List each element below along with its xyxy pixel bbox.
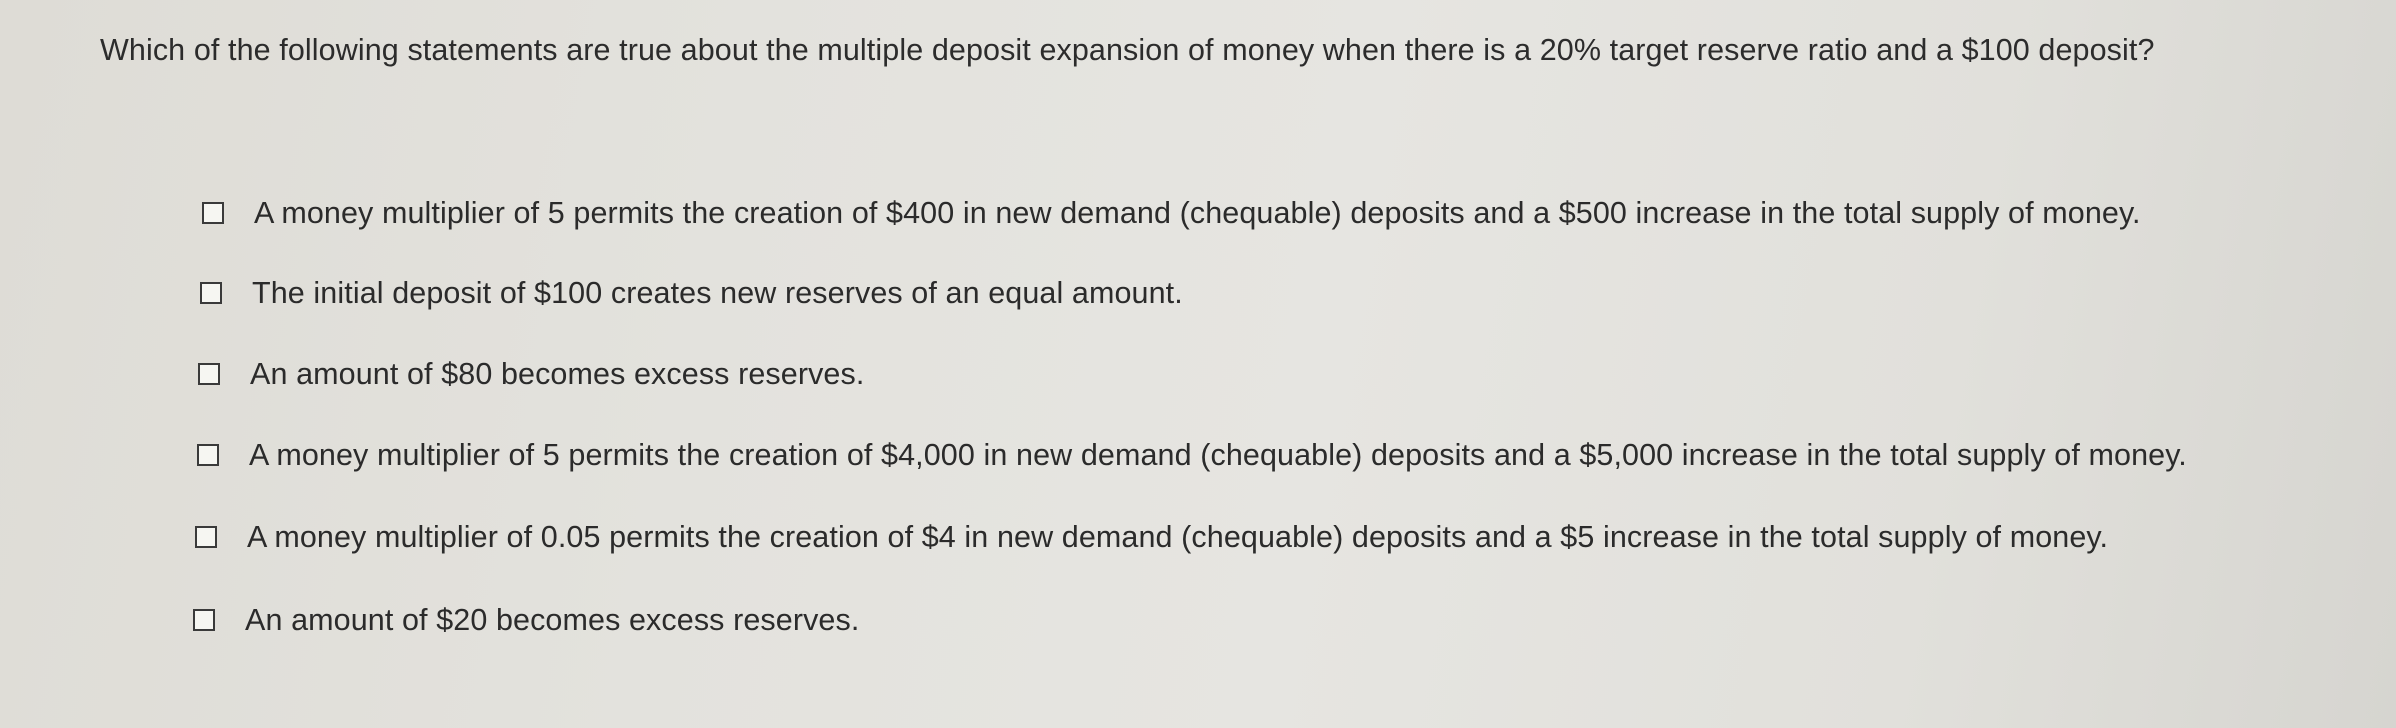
- checkbox-option-1[interactable]: [202, 202, 224, 224]
- checkbox-option-5[interactable]: [195, 526, 217, 548]
- option-label-1: A money multiplier of 5 permits the creation of $400 in new demand (chequable) deposits and a $500 increase in the total supply of money.: [254, 196, 2141, 230]
- checkbox-option-4[interactable]: [197, 444, 219, 466]
- option-label-5: A money multiplier of 0.05 permits the creation of $4 in new demand (chequable) deposits and a $5 increase in the total supply of money.: [247, 520, 2109, 554]
- checkbox-option-6[interactable]: [193, 609, 215, 631]
- option-label-4: A money multiplier of 5 permits the creation of $4,000 in new demand (chequable) deposits and a $5,000 increase in the total supply of money.: [249, 438, 2187, 472]
- option-label-6: An amount of $20 becomes excess reserves.: [245, 603, 860, 637]
- option-item-3[interactable]: [198, 354, 864, 394]
- option-item-4[interactable]: [197, 435, 2187, 475]
- option-item-2[interactable]: [200, 273, 1183, 313]
- option-label-2: The initial deposit of $100 creates new reserves of an equal amount.: [252, 276, 1183, 310]
- option-item-1[interactable]: [202, 193, 2141, 233]
- checkbox-option-3[interactable]: [198, 363, 220, 385]
- option-label-3: An amount of $80 becomes excess reserves.: [250, 357, 865, 391]
- checkbox-option-2[interactable]: [200, 282, 222, 304]
- option-item-5[interactable]: [195, 517, 2108, 557]
- question-text: Which of the following statements are true about the multiple deposit expansion of money when there is a 20% target reserve ratio and a $100 deposit?: [100, 33, 2155, 67]
- option-item-6[interactable]: [193, 600, 859, 640]
